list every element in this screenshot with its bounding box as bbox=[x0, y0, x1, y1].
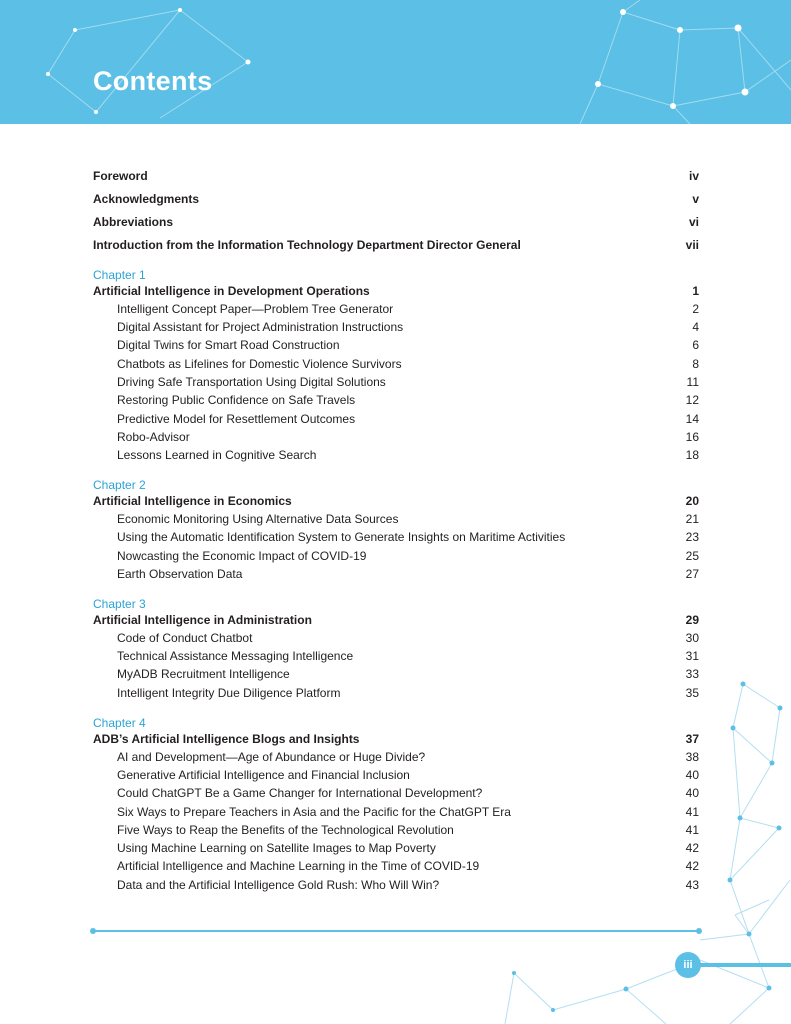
toc-entry-page: 31 bbox=[685, 649, 699, 663]
toc-entry-page: 40 bbox=[685, 786, 699, 800]
toc-entry[interactable] bbox=[93, 373, 699, 391]
divider-end-dot bbox=[90, 928, 96, 934]
toc-entry-page: 20 bbox=[685, 494, 699, 508]
toc-entry-page: 43 bbox=[685, 878, 699, 892]
toc-entry-page: 30 bbox=[685, 631, 699, 645]
chapter-title[interactable] bbox=[93, 611, 699, 629]
toc-entry[interactable] bbox=[93, 446, 699, 464]
toc-entry-label: Earth Observation Data bbox=[117, 567, 243, 581]
toc-entry-page: iv bbox=[688, 169, 699, 183]
toc-entry-label: Artificial Intelligence in Administration bbox=[93, 613, 312, 627]
toc-entry-label: Data and the Artificial Intelligence Gold Rush: Who Will Win? bbox=[117, 878, 440, 892]
toc-entry-page: 6 bbox=[692, 338, 699, 352]
toc-entry-page: 16 bbox=[685, 430, 699, 444]
toc-entry[interactable] bbox=[93, 355, 699, 373]
toc-entry-label: Five Ways to Reap the Benefits of the Technological Revolution bbox=[117, 823, 454, 837]
toc-entry-label: Digital Assistant for Project Administration Instructions bbox=[117, 320, 404, 334]
toc-entry-label: Chapter 4 bbox=[93, 716, 146, 730]
toc-entry-page: 12 bbox=[685, 393, 699, 407]
toc-entry-label: Predictive Model for Resettlement Outcomes bbox=[117, 412, 356, 426]
toc-entry-page: 42 bbox=[685, 859, 699, 873]
toc-entry-page: 4 bbox=[692, 320, 699, 334]
footer-divider bbox=[93, 930, 699, 932]
toc-entry-page: 2 bbox=[692, 302, 699, 316]
toc-entry-page: 40 bbox=[685, 768, 699, 782]
toc-entry[interactable] bbox=[93, 391, 699, 409]
toc-entry-page: 18 bbox=[685, 448, 699, 462]
toc-entry[interactable] bbox=[93, 766, 699, 784]
toc-entry-label: Digital Twins for Smart Road Construction bbox=[117, 338, 340, 352]
toc-entry-label: Code of Conduct Chatbot bbox=[117, 631, 253, 645]
toc-entry-page: vi bbox=[688, 215, 699, 229]
toc-entry[interactable] bbox=[93, 684, 699, 702]
toc-entry-label: Using the Automatic Identification System to Generate Insights on Maritime Activities bbox=[117, 530, 566, 544]
toc-entry-label: Intelligent Integrity Due Diligence Platform bbox=[117, 686, 341, 700]
toc-entry-label: MyADB Recruitment Intelligence bbox=[117, 667, 290, 681]
toc-entry-page: 8 bbox=[692, 357, 699, 371]
toc-entry[interactable] bbox=[93, 565, 699, 583]
toc-entry-label: Abbreviations bbox=[93, 215, 174, 229]
page-number: iii bbox=[675, 952, 701, 978]
toc-entry-page: 27 bbox=[685, 567, 699, 581]
toc-entry-label: Economic Monitoring Using Alternative Data Sources bbox=[117, 512, 399, 526]
toc-entry-page: 21 bbox=[685, 512, 699, 526]
toc-entry-page: 35 bbox=[685, 686, 699, 700]
toc-entry-page: 25 bbox=[685, 549, 699, 563]
toc-entry-page: 41 bbox=[685, 823, 699, 837]
toc-entry-page: 42 bbox=[685, 841, 699, 855]
toc-entry[interactable] bbox=[93, 528, 699, 546]
toc-entry-label: Artificial Intelligence in Economics bbox=[93, 494, 292, 508]
toc-entry-page: 38 bbox=[685, 750, 699, 764]
toc-entry-label: Generative Artificial Intelligence and Financial Inclusion bbox=[117, 768, 410, 782]
toc-entry-label: Lessons Learned in Cognitive Search bbox=[117, 448, 317, 462]
toc-entry[interactable] bbox=[93, 857, 699, 875]
toc-entry-page: vii bbox=[685, 238, 699, 252]
toc-entry-page: 14 bbox=[685, 412, 699, 426]
toc-entry[interactable] bbox=[93, 821, 699, 839]
toc-entry[interactable] bbox=[93, 300, 699, 318]
toc-entry[interactable] bbox=[93, 876, 699, 894]
toc-entry[interactable] bbox=[93, 803, 699, 821]
toc-entry[interactable] bbox=[93, 748, 699, 766]
toc-entry[interactable] bbox=[93, 547, 699, 565]
toc-entry-label: Chapter 2 bbox=[93, 478, 146, 492]
toc-entry-label: Intelligent Concept Paper—Problem Tree Generator bbox=[117, 302, 394, 316]
toc-entry-label: Robo-Advisor bbox=[117, 430, 190, 444]
toc-entry-label: Six Ways to Prepare Teachers in Asia and the Pacific for the ChatGPT Era bbox=[117, 805, 511, 819]
page-number-bar bbox=[700, 963, 791, 967]
divider-end-dot bbox=[696, 928, 702, 934]
toc-entry-page: 1 bbox=[692, 284, 699, 298]
toc-entry[interactable] bbox=[93, 213, 699, 231]
toc-entry-page: 23 bbox=[685, 530, 699, 544]
toc-entry-label: ADB’s Artificial Intelligence Blogs and Insights bbox=[93, 732, 360, 746]
toc-entry[interactable] bbox=[93, 190, 699, 208]
chapter-title[interactable] bbox=[93, 282, 699, 300]
toc-entry[interactable] bbox=[93, 167, 699, 185]
toc-entry-label: Could ChatGPT Be a Game Changer for International Development? bbox=[117, 786, 483, 800]
toc-entry-label: Acknowledgments bbox=[93, 192, 200, 206]
toc-entry[interactable] bbox=[93, 510, 699, 528]
toc-entry-page: 29 bbox=[685, 613, 699, 627]
page-title: Contents bbox=[93, 66, 213, 96]
header-banner bbox=[0, 0, 791, 124]
toc-entry[interactable] bbox=[93, 410, 699, 428]
toc-entry-label: Introduction from the Information Technology Department Director General bbox=[93, 238, 521, 252]
toc-entry-label: Chapter 3 bbox=[93, 597, 146, 611]
toc-entry-label: Technical Assistance Messaging Intelligence bbox=[117, 649, 354, 663]
chapter-title[interactable] bbox=[93, 730, 699, 748]
toc-entry[interactable] bbox=[93, 665, 699, 683]
toc-entry-page: v bbox=[692, 192, 699, 206]
toc-entry[interactable] bbox=[93, 428, 699, 446]
toc-entry[interactable] bbox=[93, 336, 699, 354]
toc-entry[interactable] bbox=[93, 629, 699, 647]
toc-entry-label: Foreword bbox=[93, 169, 148, 183]
toc-entry-label: Restoring Public Confidence on Safe Travels bbox=[117, 393, 356, 407]
toc-entry[interactable] bbox=[93, 236, 699, 254]
toc-entry-page: 11 bbox=[686, 375, 699, 389]
toc-entry-label: Nowcasting the Economic Impact of COVID-19 bbox=[117, 549, 367, 563]
toc-entry-label: Driving Safe Transportation Using Digital Solutions bbox=[117, 375, 386, 389]
toc-entry-page: 37 bbox=[685, 732, 699, 746]
toc-entry-label: Using Machine Learning on Satellite Images to Map Poverty bbox=[117, 841, 436, 855]
toc-entry-label: AI and Development—Age of Abundance or Huge Divide? bbox=[117, 750, 426, 764]
toc-entry-label: Chatbots as Lifelines for Domestic Violence Survivors bbox=[117, 357, 402, 371]
toc-entry-label: Artificial Intelligence in Development Operations bbox=[93, 284, 370, 298]
toc-entry[interactable] bbox=[93, 784, 699, 802]
chapter-title[interactable] bbox=[93, 492, 699, 510]
toc-entry-label: Artificial Intelligence and Machine Learning in the Time of COVID-19 bbox=[117, 859, 480, 873]
toc-entry[interactable] bbox=[93, 839, 699, 857]
network-pattern-decoration bbox=[0, 0, 791, 124]
toc-entry-page: 33 bbox=[685, 667, 699, 681]
toc-entry-page: 41 bbox=[685, 805, 699, 819]
toc-entry[interactable] bbox=[93, 318, 699, 336]
toc-entry-label: Chapter 1 bbox=[93, 268, 146, 282]
toc-entry[interactable] bbox=[93, 647, 699, 665]
